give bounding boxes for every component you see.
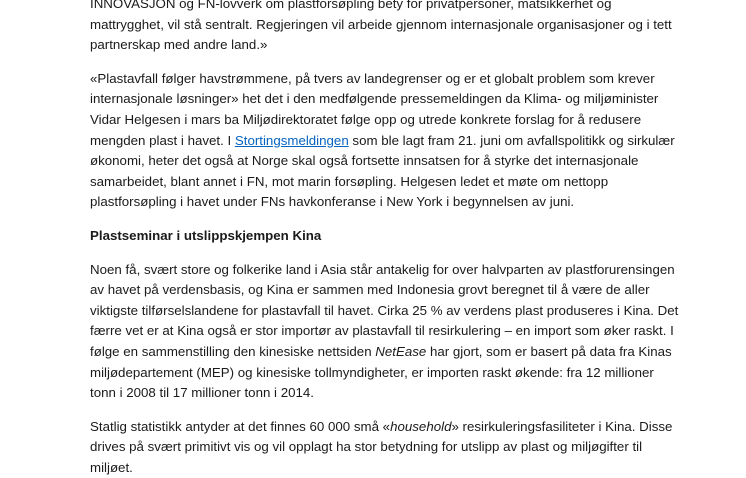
section-heading: Plastseminar i utslippskjempen Kina <box>90 227 322 243</box>
text-line <box>90 131 690 152</box>
text-line <box>90 417 690 438</box>
text-line: Vidar Helgesen i mars ba Miljødirektoratet følge opp og utrede konkrete forslag for å redusere <box>90 111 642 127</box>
text-segment: Statlig statistikk antyder at det finnes 60 000 små « <box>90 418 391 434</box>
text-line: økonomi, heter det også at Norge skal også fortsette innsatsen for å styrke det internasjonale <box>90 153 639 169</box>
text-line: mattrygghet, vil stå sentralt. Regjeringen vil arbeide gjennom internasjonale organisasjoner og i tett <box>90 16 672 32</box>
text-line: INNOVASJON og FN-lovverk om plastforsøpling bety for privatpersoner, matsikkerhet og <box>90 0 612 11</box>
text-line: internasjonale løsninger» het det i den medfølgende pressemeldingen da Klima- og miljøminister <box>90 91 659 107</box>
text-segment: » resirkuleringsfasiliteter i Kina. Disse <box>451 418 673 434</box>
italic-household: household <box>390 418 452 434</box>
document-body <box>90 0 690 478</box>
text-line <box>90 342 690 363</box>
text-line: tonn i 2008 til 17 millioner tonn i 2014. <box>90 385 314 401</box>
text-line: miljøet. <box>90 459 133 475</box>
text-line: partnerskap med andre land.» <box>90 37 268 53</box>
text-segment: mengden plast i havet. I <box>90 132 235 148</box>
text-line: samarbeidet, blant annet i FN, mot marin forsøpling. Helgesen ledet et møte om nettopp <box>90 173 609 189</box>
text-line: plastforsøpling i havet under FNs havkonferanse i New York i begynnelsen av juni. <box>90 194 575 210</box>
paragraph-china <box>90 260 690 404</box>
text-segment: har gjort, som er basert på data fra Kinas <box>426 343 672 359</box>
text-line: færre vet er at Kina også er stor importør av plastavfall til resirkulering – en import som øker raskt. I <box>90 323 674 339</box>
text-segment: følge en sammenstilling den kinesiske nettsiden <box>90 343 376 359</box>
stortingsmeldingen-link[interactable]: Stortingsmeldingen <box>234 132 349 148</box>
text-line: miljødepartement (MEP) og kinesiske tollmyndigheter, er importen raskt økende: fra 12 millioner <box>90 364 654 380</box>
text-line: «Plastavfall følger havstrømmene, på tvers av landegrenser og er et globalt problem som krever <box>90 70 655 86</box>
text-line: Noen få, svært store og folkerike land i Asia står antakelig for over halvparten av plastforurensingen <box>90 261 675 277</box>
paragraph-press-release <box>90 69 690 213</box>
text-line: drives på svært primitivt vis og vil opplagt ha stor betydning for utslipp av plast og miljøgifter til <box>90 439 643 455</box>
italic-netease: NetEase <box>375 343 427 359</box>
intro-paragraph <box>90 0 690 56</box>
text-segment: som ble lagt fram 21. juni om avfallspolitikk og sirkulær <box>348 132 675 148</box>
paragraph-statistics <box>90 417 690 478</box>
text-line: viktigste tilførselslandene for plastavfall til havet. Cirka 25 % av verdens plast produseres i Kina. Det <box>90 302 679 318</box>
text-line: av havet på verdensbasis, og Kina er sammen med Indonesia grovt beregnet til å være de aller <box>90 282 650 298</box>
